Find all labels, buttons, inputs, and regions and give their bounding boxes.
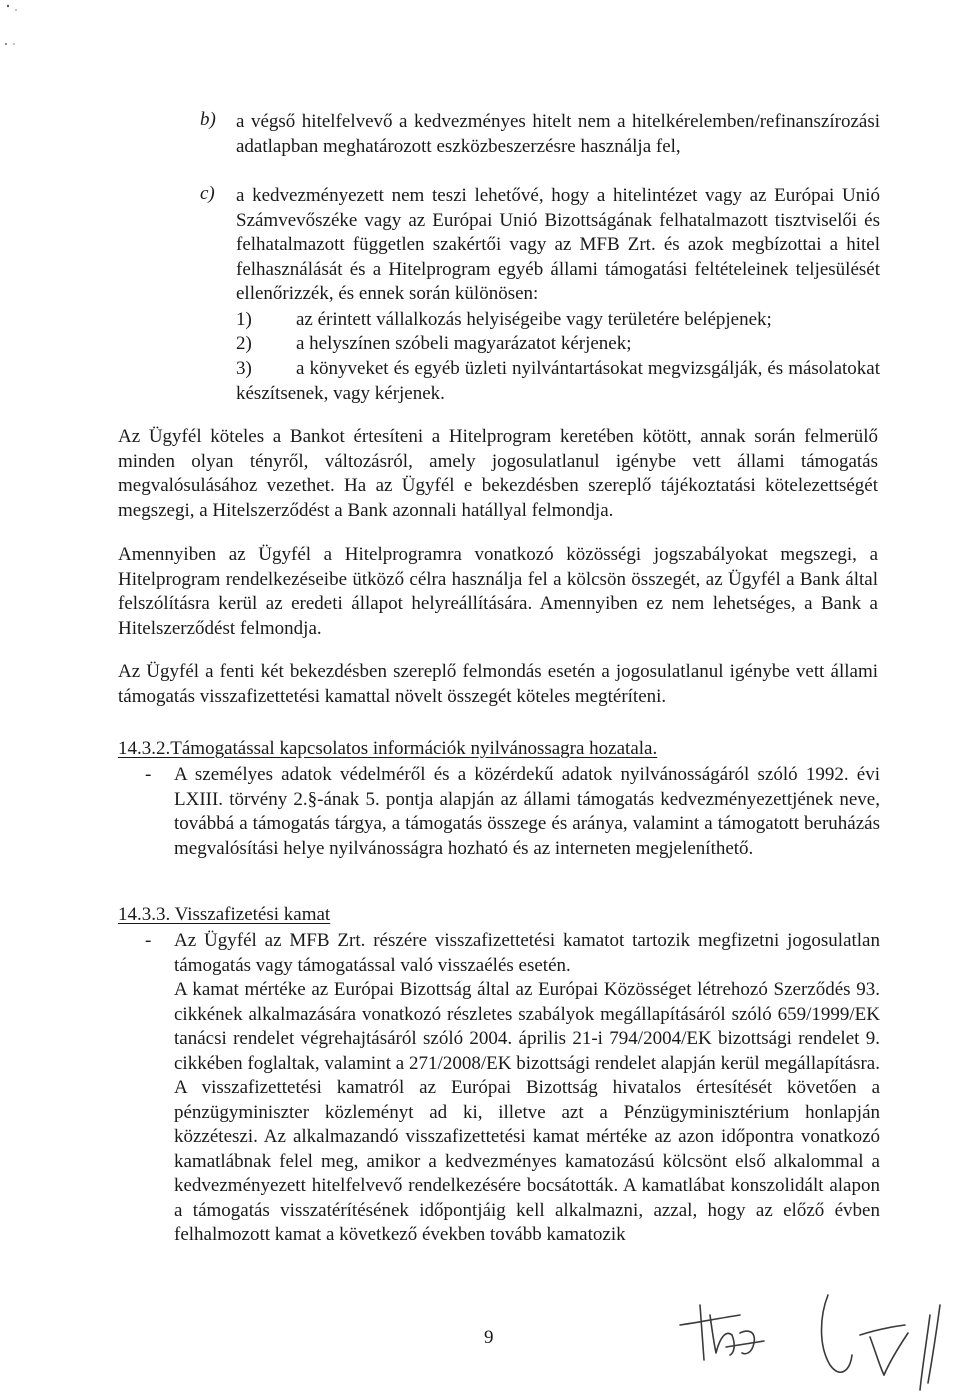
sub-item-text: a könyveket és egyéb üzleti nyilvántartásokat megvizsgálják, és másolatokat készítsenek, vagy kérjenek. (236, 358, 880, 404)
section-heading-14-3-3: 14.3.3. Visszafizetési kamat (118, 904, 331, 925)
list-text-c: a kedvezményezett nem teszi lehetővé, hogy a hitelintézet vagy az Európai Unió Számvevőszéke vagy az Európai Unió Bizottságának felhatalmazott tisztviselői és felhatalmazott független szakértői vagy az MFB Zrt. és azok megbízottai a hitel felhasználását és a Hitelprogram egyéb állami támogatási feltételeinek teljesülését ellenőrizzék, és ennek során különösen: (236, 185, 880, 304)
sub-item-number: 2) (236, 333, 252, 354)
paragraph-reimbursement: Az Ügyfél a fenti két bekezdésben szereplő felmondás esetén a jogosulatlanul igénybe vett állami támogatás visszafizettetési kamattal növelt összegét köteles megtéríteni. (118, 661, 878, 707)
sub-item-number: 1) (236, 309, 252, 330)
paragraph-violation: Amennyiben az Ügyfél a Hitelprogramra vonatkozó közösségi jogszabályokat megszegi, a Hitelprogram rendelkezéseibe ütköző célra használja fel a kölcsön összegét, az Ügyfél a Bank által felszólításra kerül az eredeti állapot helyreállítására. Amennyiben ez nem lehetséges, a Bank a Hitelszerződést felmondja. (118, 544, 878, 639)
bullet-dash: - (145, 930, 152, 951)
section-heading-14-3-2: 14.3.2.Támogatással kapcsolatos információk nyilvánossagra hozatala. (118, 738, 658, 759)
scan-artifact (0, 0, 40, 50)
list-label-b: b) (200, 109, 216, 130)
list-text-b: a végső hitelfelvevő a kedvezményes hitelt nem a hitelkérelemben/refinanszírozási adatlapban meghatározott eszközbeszerzésre használja fel, (236, 111, 880, 157)
list-label-c: c) (200, 183, 215, 204)
sub-item-number: 3) (236, 358, 252, 379)
sub-item-text: a helyszínen szóbeli magyarázatot kérjenek; (296, 333, 632, 354)
handwritten-signature (670, 1275, 960, 1395)
paragraph-notification: Az Ügyfél köteles a Bankot értesíteni a Hitelprogram keretében kötött, annak során felmerülő minden olyan tényről, változásról, amely jogosulatlanul igénybe vett állami támogatás megvalósulásához vezethet. Ha az Ügyfél e bekezdésben szereplő tájékoztatási kötelezettségét megszegi, a Hitelszerződést a Bank azonnali hatállyal felmondja. (118, 426, 878, 521)
section-text-14-3-2: A személyes adatok védelméről és a közérdekű adatok nyilvánosságáról szóló 1992. évi LXIII. törvény 2.§-ának 5. pontja alapján az állami támogatás kedvezményezettjének neve, továbbá a támogatás tárgya, a támogatás összege és aránya, valamint a támogatott beruházás megvalósítási helye nyilvánosságra hozható és az interneten megjeleníthető. (174, 764, 880, 859)
section-text-14-3-3-a: Az Ügyfél az MFB Zrt. részére visszafizettetési kamatot tartozik megfizetni jogosulatlan támogatás vagy támogatással való visszaélés esetén. (174, 930, 880, 976)
sub-item-text: az érintett vállalkozás helyiségeibe vagy területére belépjenek; (296, 309, 772, 330)
bullet-dash: - (145, 764, 152, 785)
page-number: 9 (484, 1327, 494, 1348)
section-text-14-3-3-b: A kamat mértéke az Európai Bizottság által az Európai Közösséget létrehozó Szerződés 93. cikkének alkalmazására vonatkozó részletes szabályok megállapításáról szóló 659/1999/EK tanácsi rendelet végrehajtásáról szóló 2004. április 21-i 794/2004/EK bizottsági rendelet 9. cikkében foglaltak, valamint a 271/2008/EK bizottsági rendelet alapján kerül megállapításra. A visszafizettetési kamatról az Európai Bizottság hivatalos értesítését követően a pénzügyminiszter közleményt ad ki, illetve azt a Pénzügyminisztérium honlapján közzéteszi. Az alkalmazandó visszafizettetési kamat mértéke az azon időpontra vonatkozó kamatlábnak felel meg, amikor a kedvezményes kamatozású kölcsönt első alkalommal a kedvezményezett hitelfelvevő rendelkezésére bocsátották. A kamatlábat konszolidált alapon a támogatás visszatérítésének időpontjáig kell alkalmazni, azzal, hogy az előző évben felhalmozott kamat a következő években tovább kamatozik (174, 979, 880, 1245)
